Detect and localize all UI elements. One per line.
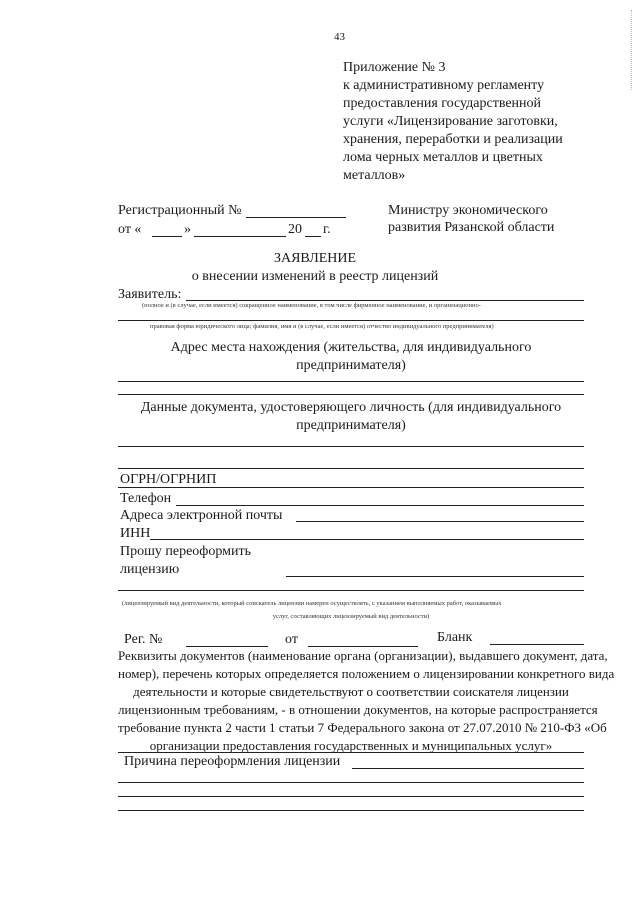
form-title: ЗАЯВЛЕНИЕ bbox=[273, 251, 357, 266]
scan-edge-mark bbox=[631, 10, 632, 90]
appendix-line: предоставления государственной bbox=[343, 96, 542, 111]
appendix-line: лома черных металлов и цветных bbox=[343, 150, 543, 165]
identity-field-2[interactable] bbox=[118, 468, 584, 469]
reg-date-field[interactable] bbox=[308, 646, 418, 647]
date-year-field[interactable] bbox=[305, 236, 321, 237]
reason-field-2[interactable] bbox=[118, 782, 584, 783]
date-day-field[interactable] bbox=[152, 236, 182, 237]
email-label: Адреса электронной почты bbox=[120, 508, 283, 523]
addressee-line1: Министру экономического bbox=[388, 203, 548, 218]
activity-hint-1: (лицензируемый вид деятельности, который соискатель лицензии намерен осуществлять, с указанием выполняемых работ, оказываемых bbox=[122, 600, 502, 607]
phone-field[interactable] bbox=[176, 505, 584, 506]
page-number: 43 bbox=[334, 31, 345, 43]
applicant-name-field[interactable] bbox=[186, 300, 584, 301]
form-subtitle: о внесении изменений в реестр лицензий bbox=[191, 269, 439, 284]
identity-label-1: Данные документа, удостоверяющего личность (для индивидуального bbox=[140, 400, 562, 415]
applicant-hint-1: (полное и (в случае, если имеется) сокращенное наименование, в том числе фирменное наименование, и организационно- bbox=[142, 302, 481, 309]
address-label-2: предпринимателя) bbox=[296, 358, 406, 373]
blank-label: Бланк bbox=[437, 630, 473, 645]
applicant-name-field-2[interactable] bbox=[118, 320, 584, 321]
date-month-field[interactable] bbox=[194, 236, 286, 237]
request-label-2: лицензию bbox=[120, 562, 180, 577]
requisites-line: требование пункта 2 части 1 статьи 7 Федерального закона от 27.07.2010 № 210-ФЗ «Об bbox=[118, 720, 607, 735]
activity-hint-2: услуг, составляющих лицензируемый вид деятельности) bbox=[272, 613, 430, 620]
appendix-line: услуги «Лицензирование заготовки, bbox=[343, 114, 558, 129]
reg-number-label: Рег. № bbox=[124, 632, 163, 647]
date-quote-close: » bbox=[184, 222, 191, 237]
appendix-line: к административному регламенту bbox=[343, 78, 545, 93]
address-field-1[interactable] bbox=[118, 381, 584, 382]
address-label-1: Адрес места нахождения (жительства, для индивидуального bbox=[170, 340, 532, 355]
appendix-line: хранения, переработки и реализации bbox=[343, 132, 563, 147]
requisites-line: номер), перечень которых определяется положением о лицензировании конкретного вида bbox=[118, 666, 615, 681]
phone-label: Телефон bbox=[120, 491, 172, 506]
reg-from-label: от bbox=[285, 632, 298, 647]
registration-number-label: Регистрационный № bbox=[118, 203, 242, 218]
applicant-hint-2: правовая форма юридического лица; фамилия, имя и (в случае, если имеется) отчество индивидуального предпринимателя) bbox=[150, 323, 494, 330]
reason-label: Причина переоформления лицензии bbox=[124, 754, 341, 769]
requisites-block bbox=[118, 648, 615, 756]
date-from-label: от « bbox=[118, 222, 142, 237]
inn-label: ИНН bbox=[120, 526, 151, 541]
ogrn-label: ОГРН/ОГРНИП bbox=[120, 472, 217, 487]
reg-number-field[interactable] bbox=[186, 646, 268, 647]
inn-field[interactable] bbox=[150, 539, 584, 540]
identity-label-2: предпринимателя) bbox=[296, 418, 406, 433]
ogrn-field[interactable] bbox=[118, 487, 584, 488]
email-field[interactable] bbox=[296, 521, 584, 522]
identity-field-1[interactable] bbox=[118, 446, 584, 447]
appendix-line: Приложение № 3 bbox=[343, 60, 446, 75]
reason-field[interactable] bbox=[352, 768, 584, 769]
requisites-field-1[interactable] bbox=[118, 752, 584, 753]
year-suffix: г. bbox=[323, 222, 331, 237]
requisites-line: организации предоставления государственных и муниципальных услуг» bbox=[149, 738, 553, 753]
reason-field-3[interactable] bbox=[118, 796, 584, 797]
blank-field[interactable] bbox=[490, 644, 584, 645]
registration-number-field[interactable] bbox=[246, 217, 346, 218]
year-prefix: 20 bbox=[288, 222, 302, 237]
license-field-2[interactable] bbox=[118, 590, 584, 591]
appendix-line: металлов» bbox=[343, 168, 406, 183]
reason-field-4[interactable] bbox=[118, 810, 584, 811]
requisites-line: Реквизиты документов (наименование органа (организации), выдавшего документ, дата, bbox=[118, 648, 608, 663]
requisites-line: деятельности и которые свидетельствуют о соответствии соискателя лицензии bbox=[133, 684, 569, 699]
applicant-label: Заявитель: bbox=[118, 287, 182, 302]
requisites-line: лицензионным требованиям, - в отношении документов, на которые распространяется bbox=[118, 702, 598, 717]
request-label-1: Прошу переоформить bbox=[120, 544, 252, 559]
license-field[interactable] bbox=[286, 576, 584, 577]
addressee-line2: развития Рязанской области bbox=[388, 220, 555, 235]
address-field-2[interactable] bbox=[118, 394, 584, 395]
